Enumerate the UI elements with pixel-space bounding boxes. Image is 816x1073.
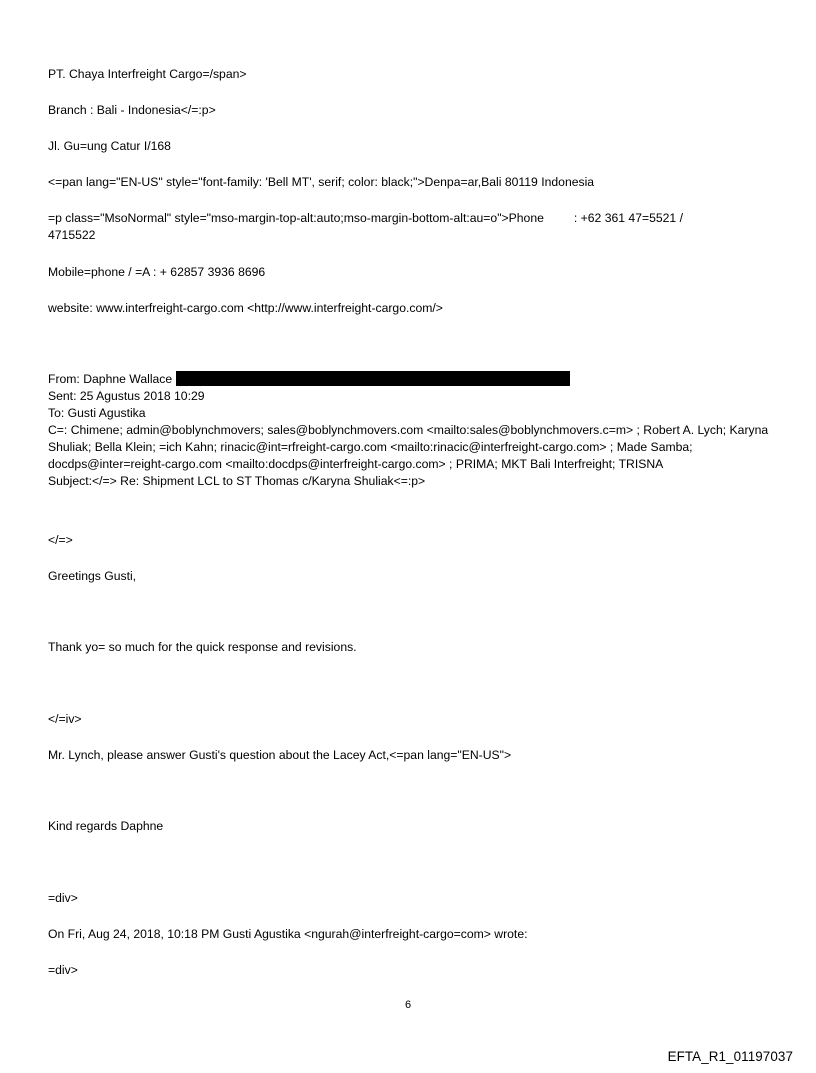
body-request: Mr. Lynch, please answer Gusti's question about the Lacey Act,<=pan lang="EN-US"> [48,748,512,762]
phone-value: : +62 361 47=5521 / [573,211,683,225]
body-fragment-div-open-2: =div> [48,963,78,977]
signature-company: PT. Chaya Interfreight Cargo=/span> [48,67,247,81]
body-fragment-div-close: </=iv> [48,712,82,726]
bates-number: EFTA_R1_01197037 [667,1049,793,1064]
signature-address-city: <=pan lang="EN-US" style="font-family: 'Bell MT', serif; color: black;">Denpa=ar,Bali 80119 Indonesia [48,175,595,189]
body-thanks: Thank yo= so much for the quick response and revisions. [48,640,357,654]
header-to: To: Gusti Agustika [48,406,146,420]
redaction-bar [176,371,570,386]
body-fragment-div-open: =div> [48,891,78,905]
email-header [48,371,773,490]
quote-intro: On Fri, Aug 24, 2018, 10:18 PM Gusti Agustika <ngurah@interfreight-cargo=com> wrote: [48,927,528,941]
phone-prefix: =p class="MsoNormal" style="mso-margin-top-alt:auto;mso-margin-bottom-alt:au=o">Phone [48,211,544,225]
page-number: 6 [404,999,412,1011]
signature-address-street: Jl. Gu=ung Catur I/168 [48,139,171,153]
signature-website: website: www.interfreight-cargo.com <http://www.interfreight-cargo.com/> [48,301,443,315]
signature-branch: Branch : Bali - Indonesia</=:p> [48,103,216,117]
phone-continued: 4715522 [48,228,96,242]
body-greeting: Greetings Gusti, [48,569,137,583]
body-closing: Kind regards Daphne [48,819,164,833]
header-from [48,371,773,388]
from-text: From: Daphne Wallace [48,372,173,386]
signature-phone [48,210,773,244]
header-subject: Subject:</=> Re: Shipment LCL to ST Thomas c/Karyna Shuliak<=:p> [48,474,426,488]
header-cc: C=: Chimene; admin@boblynchmovers; sales@boblynchmovers.com <mailto:sales@boblynchmovers.c=m> ; Robert A. Lych; Karyna Shuliak; Bella Klein; =ich Kahn; rinacic@int=rfreight-cargo.com <mailto:rinacic@interfreight-cargo.com> ; Made Samba; docdps@inter=reight-cargo.com <mailto:docdps@interfreight-cargo.com> ; PRIMA; MKT Bali Interfreight; TRISNA [48,423,769,471]
header-sent: Sent: 25 Agustus 2018 10:29 [48,389,205,403]
signature-mobile: Mobile=phone / =A : + 62857 3936 8696 [48,265,266,279]
body-fragment-close-tag: </=> [48,533,73,547]
